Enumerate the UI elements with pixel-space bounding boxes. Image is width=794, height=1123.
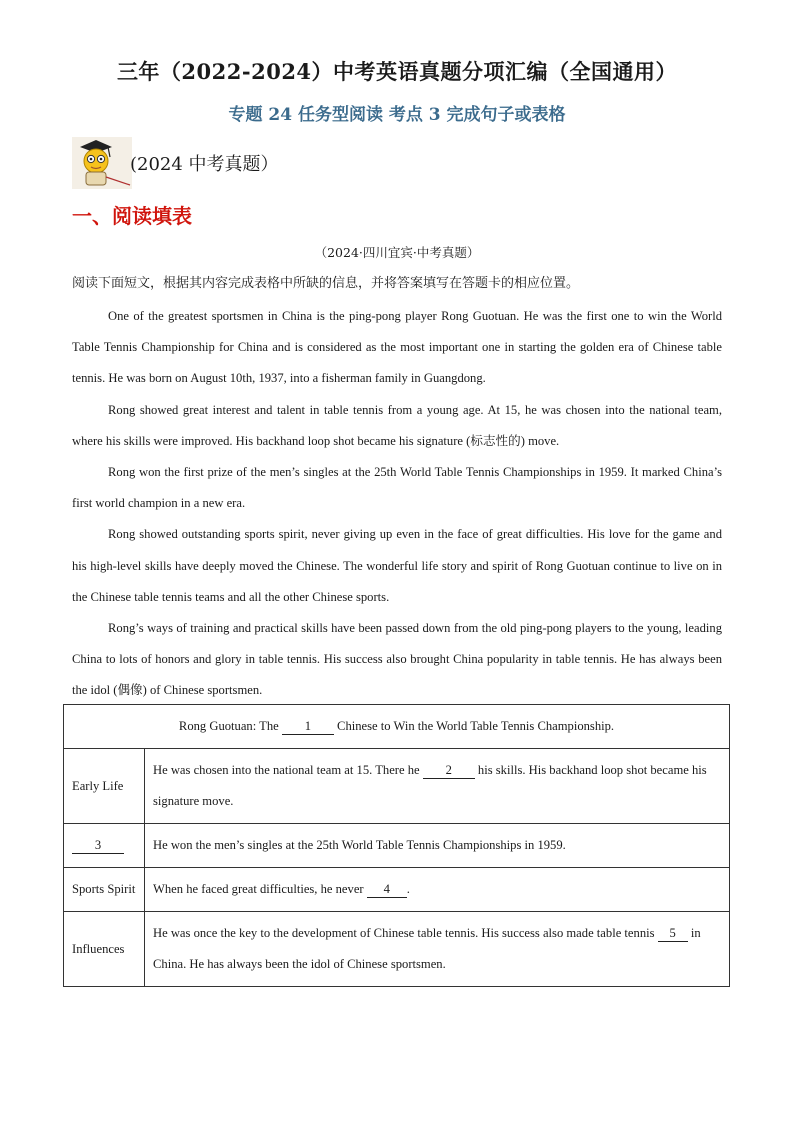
row-label: [64, 824, 145, 868]
row-content: [145, 868, 730, 912]
answer-blank-5[interactable]: 5: [658, 925, 688, 942]
table-row: [64, 824, 730, 868]
row-content: [145, 749, 730, 824]
row-text: When he faced great difficulties, he never: [153, 882, 364, 896]
answer-blank-3[interactable]: 3: [72, 837, 124, 854]
row-label: Influences: [64, 912, 145, 987]
page-subtitle: 专题 24 任务型阅读 考点 3 完成句子或表格: [228, 105, 566, 125]
passage-paragraph: Rong showed great interest and talent in table tennis from a young age. At 15, he was chosen into the national team, where his skills were improved. His backhand loop shot became his signature (标志性的) move.: [72, 402, 722, 448]
page-title: 三年（2022-2024）中考英语真题分项汇编（全国通用）: [116, 59, 678, 84]
row-text: He was once the key to the development of Chinese table tennis. His success also made table tennis: [153, 926, 655, 940]
table-row: [64, 749, 730, 824]
passage-paragraph: Rong showed outstanding sports spirit, never giving up even in the face of great difficulties. His love for the game and his high-level skills have deeply moved the Chinese. The wonderful life story and spirit of Rong Guotuan continue to live on in the Chinese table tennis teams and all the other Chinese sports.: [72, 527, 722, 604]
header-text-before: Rong Guotuan: The: [178, 719, 279, 733]
scholar-mascot-icon: [72, 137, 132, 189]
passage-paragraph: Rong’s ways of training and practical skills have been passed down from the old ping-pong players to the young, leading China to lots of honors and glory in table tennis. His success also brought China popularity in table tennis. He has always been the idol (偶像) of Chinese sportsmen.: [72, 621, 722, 698]
row-label: Sports Spirit: [64, 868, 145, 912]
row-text: .: [406, 882, 410, 896]
row-label: Early Life: [64, 749, 145, 824]
answer-blank-4[interactable]: 4: [367, 881, 407, 898]
year-tag: (2024 中考真题）: [130, 154, 279, 175]
table-row: [64, 868, 730, 912]
header-text-after: Chinese to Win the World Table Tennis Championship.: [337, 719, 615, 733]
row-text: his skills. His backhand loop shot became his signature move.: [153, 763, 707, 808]
instruction-text: 阅读下面短文，根据其内容完成表格中所缺的信息，并将答案填写在答题卡的相应位置。: [72, 276, 580, 291]
row-text: in China. He has always been the idol of Chinese sportsmen.: [153, 926, 701, 971]
passage-paragraph: One of the greatest sportsmen in China is the ping-pong player Rong Guotuan. He was the first one to win the World Table Tennis Championship for China and is considered as the most important one in starting the golden era of Chinese table tennis. He was born on August 10th, 1937, into a fisherman family in Guangdong.: [72, 309, 722, 386]
table-header-row: [64, 705, 730, 749]
row-content: [145, 912, 730, 987]
answer-blank-1[interactable]: 1: [282, 718, 334, 735]
answer-table: [63, 704, 730, 987]
question-source: （2024·四川宜宾·中考真题）: [314, 245, 480, 260]
table-row: [64, 912, 730, 987]
row-content: He won the men’s singles at the 25th World Table Tennis Championships in 1959.: [145, 824, 730, 868]
table-header-cell: [64, 705, 730, 749]
reading-passage: [72, 301, 722, 707]
section-heading: 一、阅读填表: [72, 204, 192, 228]
passage-paragraph: Rong won the first prize of the men’s singles at the 25th World Table Tennis Championships in 1959. It marked China’s first world champion in a new era.: [72, 465, 722, 511]
row-text: He was chosen into the national team at 15. There he: [153, 763, 420, 777]
answer-blank-2[interactable]: 2: [423, 762, 475, 779]
